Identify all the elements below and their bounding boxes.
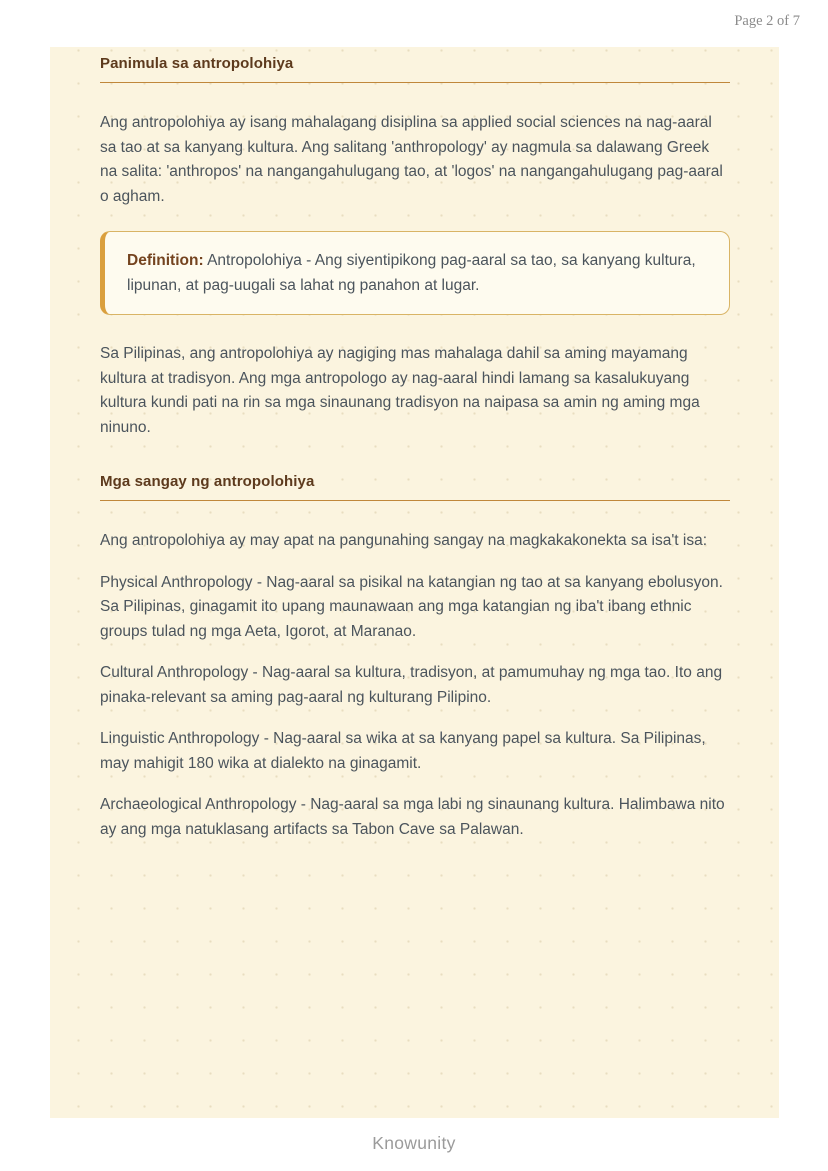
definition-box [100,231,730,315]
paragraph-intro: Ang antropolohiya ay isang mahalagang disiplina sa applied social sciences na nag-aaral sa tao at sa kanyang kultura. Ang salitang 'anthropology' ay nagmula sa dalawang Greek na salita: 'anthropos' na nangangahulugang tao, at 'logos' na nangangahulugang pag-aaral o agham. [100,114,723,205]
definition-label: Definition: [127,252,204,269]
document-page [50,47,779,1118]
definition-paragraph [127,248,705,298]
paragraph-archaeological-anthropology: Archaeological Anthropology - Nag-aaral sa mga labi ng sinaunang kultura. Halimbawa nito ay ang mga natuklasang artifacts sa Tabon Cave sa Palawan. [100,796,725,838]
brand-footer: Knowunity [372,1133,456,1153]
paragraph-sangay-intro: Ang antropolohiya ay may apat na pangunahing sangay na magkakakonekta sa isa't isa: [100,532,708,549]
section-mga-sangay [100,473,730,842]
paragraph-pilipinas: Sa Pilipinas, ang antropolohiya ay nagiging mas mahalaga dahil sa aming mayamang kultura at tradisyon. Ang mga antropologo ay nag-aaral hindi lamang sa kasalukuyang kultura kundi pati na rin sa mga sinaunang tradisyon na naipasa sa amin ng aming mga ninuno. [100,345,700,436]
definition-text: Antropolohiya - Ang siyentipikong pag-aaral sa tao, sa kanyang kultura, lipunan, at pag-uugali sa lahat ng panahon at lugar. [127,252,696,294]
paragraph-physical-anthropology: Physical Anthropology - Nag-aaral sa pisikal na katangian ng tao at sa kanyang ebolusyon. Sa Pilipinas, ginagamit ito upang maunawaan ang mga katangian ng iba't ibang ethnic groups tulad ng mga Aeta, Igorot, at Maranao. [100,573,723,640]
paragraph-cultural-anthropology: Cultural Anthropology - Nag-aaral sa kultura, tradisyon, at pamumuhay ng mga tao. Ito ang pinaka-relevant sa aming pag-aaral ng kulturang Pilipino. [100,664,723,706]
page-indicator: Page 2 of 7 [734,13,800,29]
section-heading-mga-sangay: Mga sangay ng antropolohiya [100,473,730,501]
section-panimula [100,55,730,440]
paragraph-linguistic-anthropology: Linguistic Anthropology - Nag-aaral sa wika at sa kanyang papel sa kultura. Sa Pilipinas, may mahigit 180 wika at dialekto na ginagamit. [100,730,706,772]
section-heading-panimula: Panimula sa antropolohiya [100,55,730,83]
